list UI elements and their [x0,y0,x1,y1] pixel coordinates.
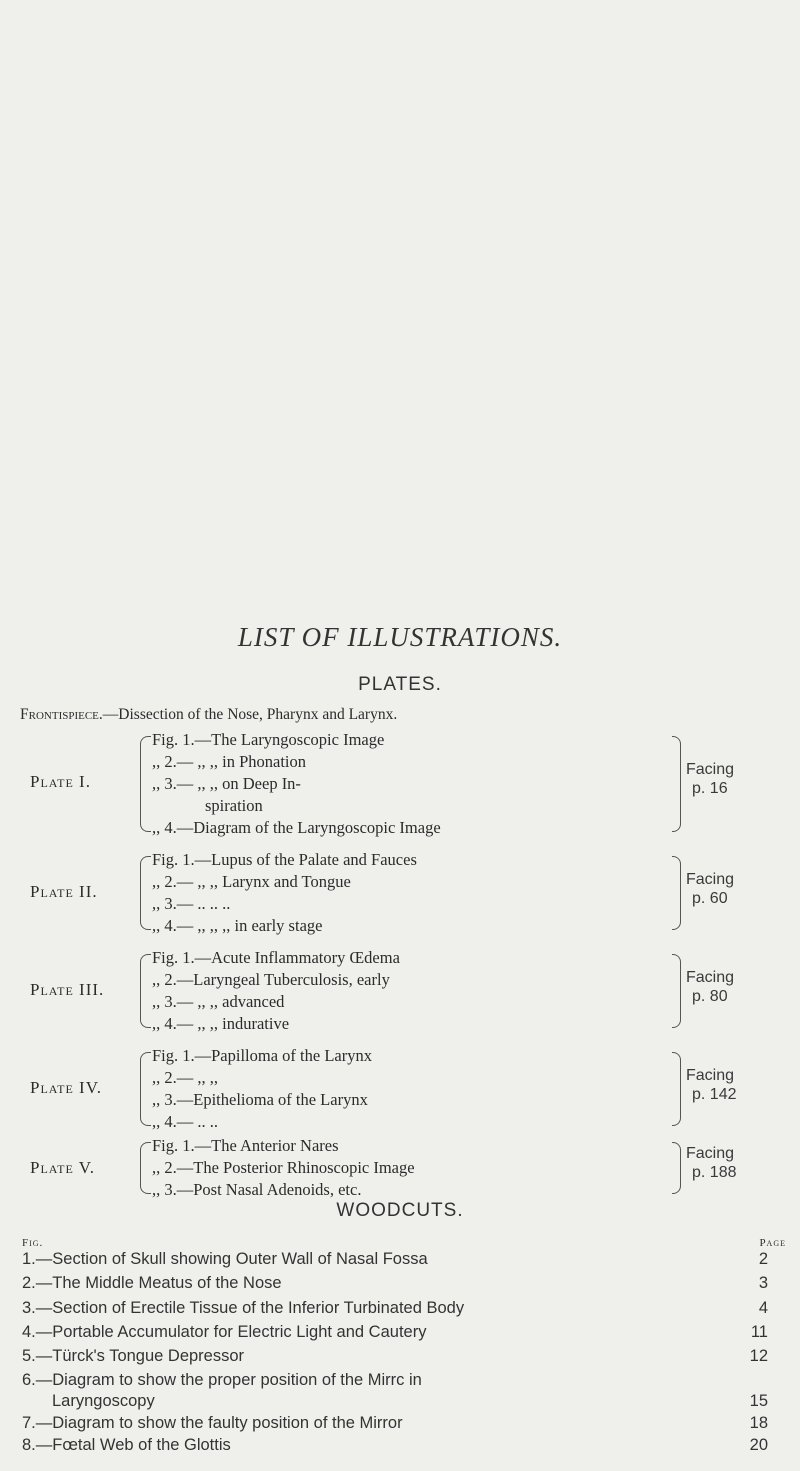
fig-line: Fig. 1.—Lupus of the Palate and Fauces [152,850,417,869]
plate-3 [0,948,800,1038]
plate-5 [0,1136,800,1226]
woodcuts-heading: WOODCUTS. [336,1200,464,1221]
facing-page [686,968,766,1006]
plate-name: Plate I. [30,772,91,791]
woodcut-title: 7.—Diagram to show the faulty position of the Mirror [22,1413,403,1432]
woodcut-title: 6.—Diagram to show the proper position of the Mirrc in [22,1371,422,1390]
fig-line: ,, 3.— .. .. .. [152,894,231,913]
fig-line: Fig. 1.—Papilloma of the Larynx [152,1046,372,1065]
fig-line: ,, 4.— ,, ,, ,, in early stage [152,916,323,935]
fig-line: spiration [205,796,263,815]
left-brace [140,856,151,930]
plate-name: Plate II. [30,882,98,901]
woodcut-title: 4.—Portable Accumulator for Electric Light and Cautery [22,1322,427,1341]
facing-page [686,870,766,908]
right-brace [672,1052,681,1126]
plate-4 [0,1046,800,1136]
woodcut-page: 11 [750,1322,768,1341]
frontispiece-text: —Dissection of the Nose, Pharynx and Larynx. [102,706,398,723]
facing-label: Facing [686,761,735,778]
woodcut-title: 2.—The Middle Meatus of the Nose [22,1274,282,1293]
right-brace [672,954,681,1028]
woodcut-page: 3 [758,1274,768,1293]
facing-label: Facing [686,969,735,986]
plate-name: Plate III. [30,980,105,999]
woodcut-title: 5.—Türck's Tongue Depressor [22,1347,245,1366]
facing-label: Facing [686,1067,735,1084]
woodcut-page: 12 [749,1347,768,1366]
fig-line: ,, 3.— ,, ,, on Deep In- [152,774,301,793]
fig-line: Fig. 1.—The Laryngoscopic Image [152,730,385,749]
right-brace [672,856,681,930]
fig-line: ,, 2.— ,, ,, [152,1068,218,1087]
fig-line: ,, 2.—The Posterior Rhinoscopic Image [152,1158,415,1177]
left-brace [140,1142,151,1194]
woodcut-title: 8.—Fœtal Web of the Glottis [22,1436,231,1454]
woodcuts-page-column-header: Page [759,1237,786,1249]
fig-line: ,, 4.— ,, ,, indurative [152,1014,290,1033]
woodcut-title: Laryngoscopy [52,1391,155,1410]
right-brace [672,736,681,832]
fig-line: ,, 2.—Laryngeal Tuberculosis, early [152,970,390,989]
facing-page [686,1066,766,1104]
woodcut-page: 20 [749,1436,768,1454]
woodcuts-fig-column-header: Fig. [22,1237,44,1249]
woodcut-title: 1.—Section of Skull showing Outer Wall of Nasal Fossa [22,1250,428,1269]
woodcut-title: 3.—Section of Erectile Tissue of the Inferior Turbinated Body [22,1298,465,1317]
fig-line: ,, 3.—Post Nasal Adenoids, etc. [152,1180,362,1199]
facing-number: p. 60 [692,890,728,907]
fig-line: ,, 3.—Epithelioma of the Larynx [152,1090,368,1109]
woodcut-page: 2 [758,1250,768,1269]
facing-number: p. 80 [692,988,728,1005]
plates-heading: PLATES. [358,674,442,695]
plate-name: Plate IV. [30,1078,103,1097]
frontispiece-entry [20,706,397,724]
plate-name: Plate V. [30,1158,96,1177]
fig-line: Fig. 1.—Acute Inflammatory Œdema [152,948,400,967]
facing-page [686,760,766,798]
page-title: LIST OF ILLUSTRATIONS. [237,622,563,652]
fig-line: ,, 2.— ,, ,, Larynx and Tongue [152,872,351,891]
woodcut-page: 15 [749,1391,768,1410]
facing-label: Facing [686,1145,735,1162]
plate-2 [0,850,800,940]
frontispiece-label: Frontispiece. [20,706,103,723]
fig-line: ,, 2.— ,, ,, in Phonation [152,752,307,771]
facing-number: p. 142 [692,1086,737,1103]
facing-label: Facing [686,871,735,888]
facing-number: p. 188 [692,1164,737,1181]
left-brace [140,736,151,832]
fig-line: ,, 4.— .. .. [152,1112,218,1131]
fig-line: Fig. 1.—The Anterior Nares [152,1136,339,1155]
right-brace [672,1142,681,1194]
fig-line: ,, 4.—Diagram of the Laryngoscopic Image [152,818,441,837]
woodcut-page: 4 [758,1298,768,1317]
left-brace [140,954,151,1028]
facing-page [686,1144,766,1182]
woodcut-page: 18 [749,1413,768,1432]
left-brace [140,1052,151,1126]
fig-line: ,, 3.— ,, ,, advanced [152,992,285,1011]
plate-1 [0,730,800,840]
facing-number: p. 16 [692,780,728,797]
